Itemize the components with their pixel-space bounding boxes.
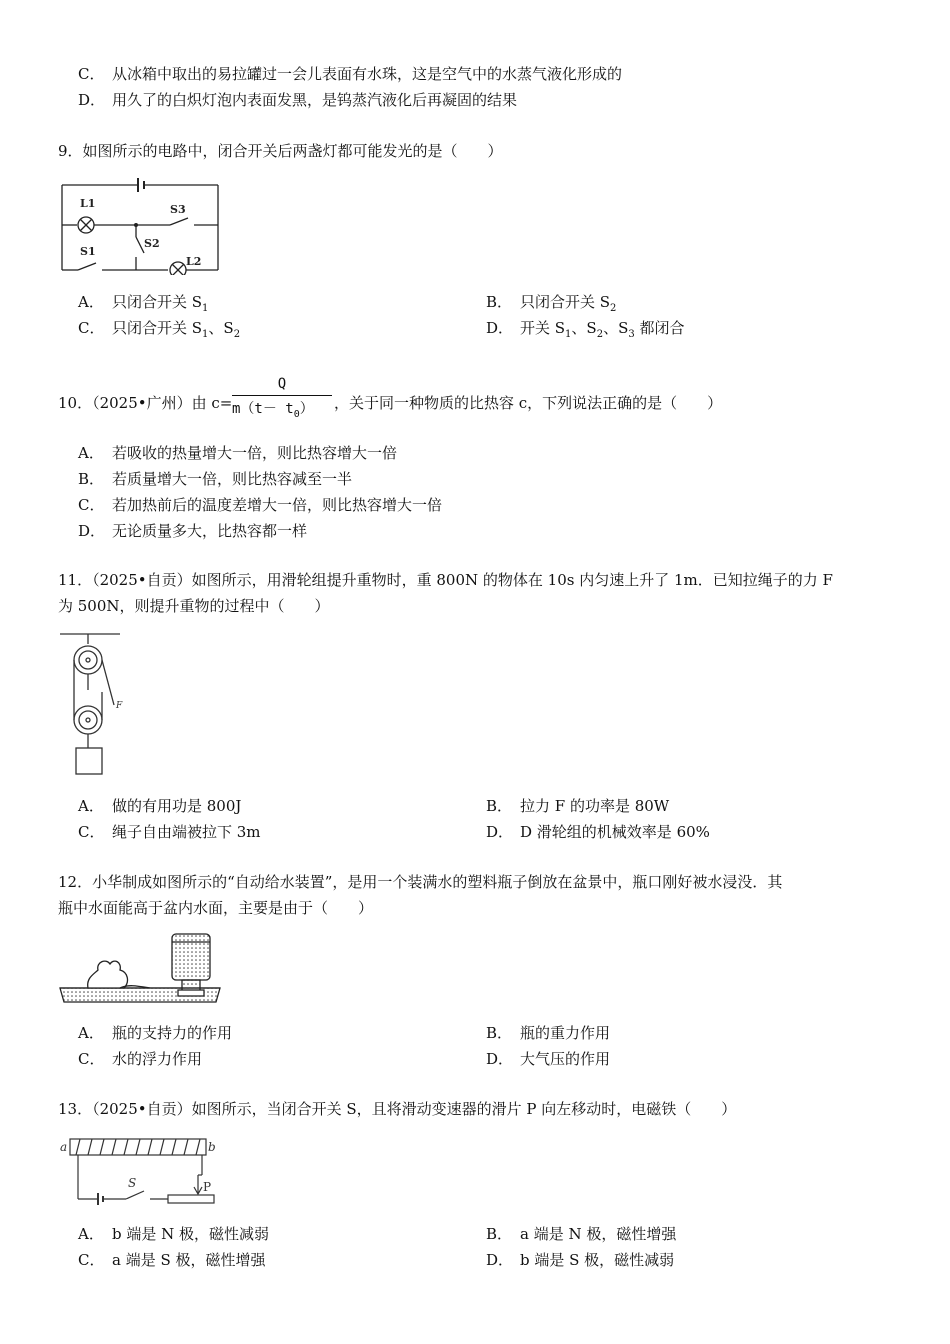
q9-option-d: D． 开关 $S_1$、$S_2$、$S_3$ 都闭合 [486,319,685,340]
q13-option-b: B． a 端是 N 极，磁性增强 [486,1225,677,1243]
q13-label-s: S [128,1176,137,1190]
q9-label-l2: L2 [186,255,202,268]
q12-option-c: C． 水的浮力作用 [78,1050,203,1068]
q13-option-a: A． b 端是 N 极，磁性减弱 [78,1225,270,1243]
q10-option-a: A． 若吸收的热量增大一倍，则比热容增大一倍 [78,444,398,462]
q13-label-p: P [203,1180,212,1194]
q13-stem: 13．（2025•自贡）如图所示，当闭合开关 S，且将滑动变速器的滑片 P 向左移动时，电磁铁（ ） [58,1100,737,1118]
q11-pulley-figure [58,630,138,780]
q12-option-a: A． 瓶的支持力的作用 [78,1024,233,1042]
q11-option-c: C． 绳子自由端被拉下 3m [78,823,261,841]
q10-frac-denominator: $m(t- t_0)$ [232,401,314,420]
q12-water-device-figure [58,930,223,1005]
q12-option-d: D． 大气压的作用 [486,1050,611,1068]
q13-electromagnet-figure [58,1133,223,1211]
q10-stem-post: ，关于同一种物质的比热容 c，下列说法正确的是（ ） [334,394,723,412]
q13-label-b: b [208,1140,216,1154]
q10-frac-numerator: Q [277,376,287,392]
q10-option-d: D． 无论质量多大，比热容都一样 [78,522,308,540]
q10-option-b: B． 若质量增大一倍，则比热容减至一半 [78,470,353,488]
prev-option-c-text: 从冰箱中取出的易拉罐过一会儿表面有水珠，这是空气中的水蒸气液化形成的 [112,65,623,83]
q13-option-d: D． b 端是 S 极，磁性减弱 [486,1251,675,1269]
prev-option-d: D． 用久了的白炽灯泡内表面发黑，是钨蒸汽液化后再凝固的结果 [78,91,518,109]
q12-stem-line1: 12．小华制成如图所示的“自动给水装置”，是用一个装满水的塑料瓶子倒放在盆景中，瓶口刚好被水浸没．其 [58,873,783,891]
q9-label-l1: L1 [80,197,96,210]
q9-option-a: A． 只闭合开关 $S_1$ [78,293,209,314]
q13-label-a: a [60,1140,68,1154]
q9-label-s1: S1 [80,245,96,258]
q9-option-b: B． 只闭合开关 $S_2$ [486,293,617,314]
q12-stem-line2: 瓶中水面能高于盆内水面，主要是由于（ ） [58,899,374,917]
q9-option-c: C． 只闭合开关 $S_1$、$S_2$ [78,319,241,340]
q10-fraction [232,376,332,420]
q10-option-c: C． 若加热前后的温度差增大一倍，则比热容增大一倍 [78,496,443,514]
q11-option-b: B． 拉力 F 的功率是 80W [486,797,670,815]
q9-label-s2: S2 [144,237,160,250]
q9-circuit-figure [58,175,223,275]
q9-stem: 9．如图所示的电路中，闭合开关后两盏灯都可能发光的是（ ） [58,142,503,160]
q11-stem-line2: 为 500N，则提升重物的过程中（ ） [58,597,330,615]
prev-option-c: C． 从冰箱中取出的易拉罐过一会儿表面有水珠，这是空气中的水蒸气液化形成的 [78,65,623,83]
q11-label-f: F [116,701,123,711]
prev-option-d-text: 用久了的白炽灯泡内表面发黑，是钨蒸汽液化后再凝固的结果 [112,91,518,109]
q9-label-s3: S3 [170,203,186,216]
q11-stem-line1: 11．（2025•自贡）如图所示，用滑轮组提升重物时，重 800N 的物体在 10s 内匀速上升了 1m．已知拉绳子的力 F [58,571,833,589]
q12-option-b: B． 瓶的重力作用 [486,1024,611,1042]
q10-stem-pre: 10．（2025•广州）由 c= [58,394,233,412]
q11-option-d: D． D 滑轮组的机械效率是 60% [486,823,710,841]
q10-frac-bar [232,395,332,396]
q11-option-a: A． 做的有用功是 800J [78,797,242,815]
q13-option-c: C． a 端是 S 极，磁性增强 [78,1251,266,1269]
